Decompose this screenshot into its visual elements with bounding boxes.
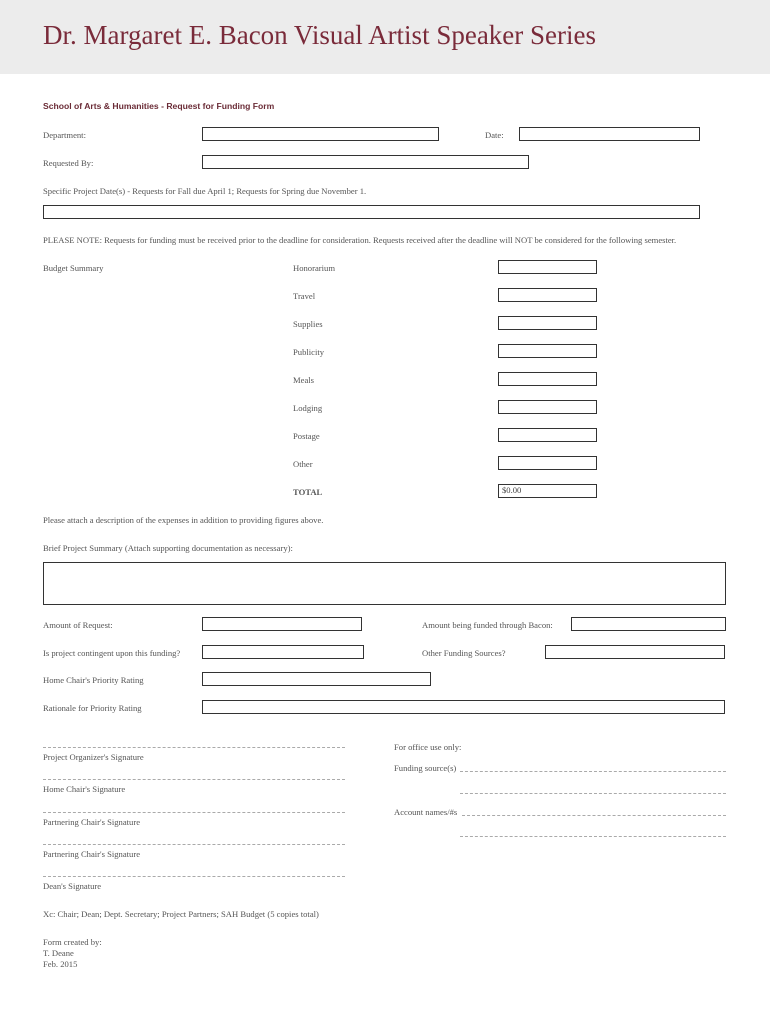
other-field[interactable] <box>498 456 597 470</box>
budget-item-label: Other <box>293 459 313 469</box>
signature-label: Project Organizer's Signature <box>43 752 144 762</box>
page-header <box>0 0 770 74</box>
xc-line: Xc: Chair; Dean; Dept. Secretary; Project Partners; SAH Budget (5 copies total) <box>43 909 319 919</box>
signature-line[interactable] <box>43 812 345 813</box>
requested-by-field[interactable] <box>202 155 529 169</box>
priority-rating-label: Home Chair's Priority Rating <box>43 675 144 685</box>
account-names-line-2[interactable] <box>460 836 726 837</box>
created-date: Feb. 2015 <box>43 959 78 969</box>
date-label: Date: <box>485 130 504 140</box>
total-label: TOTAL <box>293 487 323 497</box>
other-sources-label: Other Funding Sources? <box>422 648 506 658</box>
project-dates-field[interactable] <box>43 205 700 219</box>
deadline-note: PLEASE NOTE: Requests for funding must be received prior to the deadline for consideration. Requests received after the deadline will NOT be considered for the following semester. <box>43 235 677 245</box>
project-dates-label: Specific Project Date(s) - Requests for Fall due April 1; Requests for Spring due November 1. <box>43 186 367 196</box>
signature-label: Partnering Chair's Signature <box>43 849 141 859</box>
lodging-field[interactable] <box>498 400 597 414</box>
department-field[interactable] <box>202 127 439 141</box>
department-label: Department: <box>43 130 86 140</box>
signature-label: Home Chair's Signature <box>43 784 126 794</box>
signature-line[interactable] <box>43 779 345 780</box>
created-by-name: T. Deane <box>43 948 74 958</box>
priority-rating-field[interactable] <box>202 672 431 686</box>
supplies-field[interactable] <box>498 316 597 330</box>
signature-line[interactable] <box>43 876 345 877</box>
signature-line[interactable] <box>43 747 345 748</box>
other-sources-field[interactable] <box>545 645 725 659</box>
amount-request-field[interactable] <box>202 617 362 631</box>
budget-summary-label: Budget Summary <box>43 263 104 273</box>
amount-request-label: Amount of Request: <box>43 620 113 630</box>
project-summary-field[interactable] <box>43 562 726 605</box>
requested-by-label: Requested By: <box>43 158 94 168</box>
budget-item-label: Travel <box>293 291 316 301</box>
attach-note: Please attach a description of the expenses in addition to providing figures above. <box>43 515 324 525</box>
project-summary-label: Brief Project Summary (Attach supporting documentation as necessary): <box>43 543 293 553</box>
signature-line[interactable] <box>43 844 345 845</box>
amount-bacon-label: Amount being funded through Bacon: <box>422 620 553 630</box>
signature-label: Dean's Signature <box>43 881 102 891</box>
meals-field[interactable] <box>498 372 597 386</box>
rationale-field[interactable] <box>202 700 725 714</box>
date-field[interactable] <box>519 127 700 141</box>
total-field[interactable]: $0.00 <box>498 484 597 498</box>
budget-item-label: Lodging <box>293 403 323 413</box>
budget-item-label: Supplies <box>293 319 323 329</box>
form-subtitle: School of Arts & Humanities - Request for Funding Form <box>43 101 275 111</box>
budget-item-label: Postage <box>293 431 320 441</box>
signature-label: Partnering Chair's Signature <box>43 817 141 827</box>
contingent-label: Is project contingent upon this funding? <box>43 648 181 658</box>
page-title: Dr. Margaret E. Bacon Visual Artist Speaker Series <box>43 20 597 50</box>
honorarium-field[interactable] <box>498 260 597 274</box>
publicity-field[interactable] <box>498 344 597 358</box>
postage-field[interactable] <box>498 428 597 442</box>
funding-sources-line[interactable] <box>460 771 726 772</box>
budget-item-label: Meals <box>293 375 315 385</box>
account-names-line[interactable] <box>462 815 726 816</box>
created-by-label: Form created by: <box>43 937 102 947</box>
rationale-label: Rationale for Priority Rating <box>43 703 142 713</box>
contingent-field[interactable] <box>202 645 364 659</box>
account-names-label: Account names/#s <box>394 807 458 817</box>
funding-sources-line-2[interactable] <box>460 793 726 794</box>
travel-field[interactable] <box>498 288 597 302</box>
office-use-label: For office use only: <box>394 742 462 752</box>
funding-sources-label: Funding source(s) <box>394 763 457 773</box>
budget-item-label: Publicity <box>293 347 325 357</box>
amount-bacon-field[interactable] <box>571 617 726 631</box>
budget-item-label: Honorarium <box>293 263 336 273</box>
